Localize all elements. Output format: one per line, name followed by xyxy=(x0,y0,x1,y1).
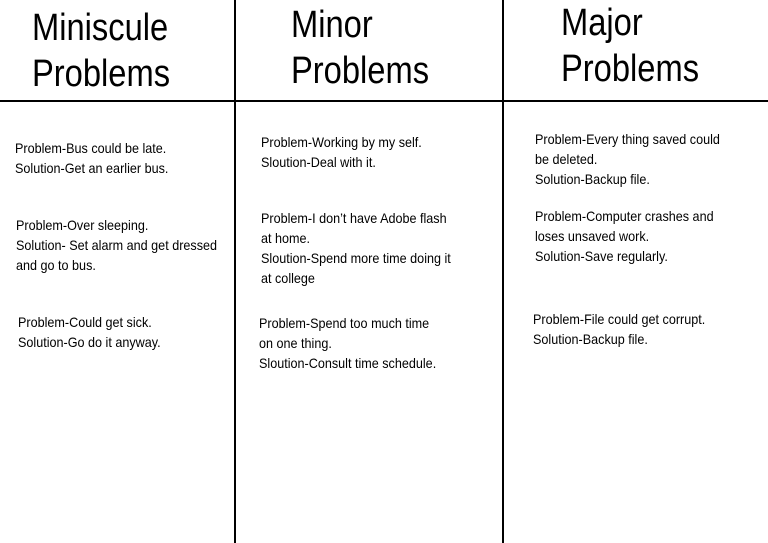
miniscule-entry-2 xyxy=(16,215,217,275)
major-entry-1 xyxy=(535,129,720,189)
heading-miniscule-problems xyxy=(32,5,170,97)
entry-line: Solution-Backup file. xyxy=(533,331,648,347)
major-entry-3 xyxy=(533,309,705,349)
entry-line: and go to bus. xyxy=(16,257,96,273)
entry-line: Problem-Working by my self. xyxy=(261,134,422,150)
column-divider-1 xyxy=(234,0,236,543)
entry-line: Solution-Save regularly. xyxy=(535,248,668,264)
minor-entry-2 xyxy=(261,208,451,288)
heading-major-problems xyxy=(561,0,699,92)
entry-line: Sloution-Consult time schedule. xyxy=(259,355,437,371)
entry-line: be deleted. xyxy=(535,151,598,167)
entry-line: Sloution-Deal with it. xyxy=(261,154,376,170)
heading-line: Problems xyxy=(291,50,430,92)
heading-line: Miniscule xyxy=(32,7,169,49)
column-divider-2 xyxy=(502,0,504,543)
heading-line: Problems xyxy=(32,53,171,95)
entry-line: Solution- Set alarm and get dressed xyxy=(16,237,218,253)
entry-line: on one thing. xyxy=(259,335,332,351)
miniscule-entry-1 xyxy=(15,138,168,178)
entry-line: Problem-Could get sick. xyxy=(18,314,152,330)
major-entry-2 xyxy=(535,206,714,266)
entry-line: Problem-File could get corrupt. xyxy=(533,311,706,327)
entry-line: Problem-I don’t have Adobe flash xyxy=(261,210,447,226)
heading-line: Minor xyxy=(291,4,373,46)
entry-line: Solution-Get an earlier bus. xyxy=(15,160,169,176)
entry-line: Problem-Every thing saved could xyxy=(535,131,720,147)
entry-line: Problem-Spend too much time xyxy=(259,315,430,331)
minor-entry-3 xyxy=(259,313,436,373)
header-divider xyxy=(0,100,768,102)
heading-minor-problems xyxy=(291,2,429,94)
entry-line: Problem-Bus could be late. xyxy=(15,140,167,156)
entry-line: Solution-Go do it anyway. xyxy=(18,334,161,350)
entry-line: Sloution-Spend more time doing it xyxy=(261,250,451,266)
heading-line: Problems xyxy=(561,48,700,90)
heading-line: Major xyxy=(561,2,643,44)
entry-line: Problem-Over sleeping. xyxy=(16,217,149,233)
minor-entry-1 xyxy=(261,132,422,172)
entry-line: Problem-Computer crashes and xyxy=(535,208,714,224)
entry-line: Solution-Backup file. xyxy=(535,171,650,187)
entry-line: at home. xyxy=(261,230,311,246)
miniscule-entry-3 xyxy=(18,312,161,352)
entry-line: at college xyxy=(261,270,315,286)
entry-line: loses unsaved work. xyxy=(535,228,650,244)
